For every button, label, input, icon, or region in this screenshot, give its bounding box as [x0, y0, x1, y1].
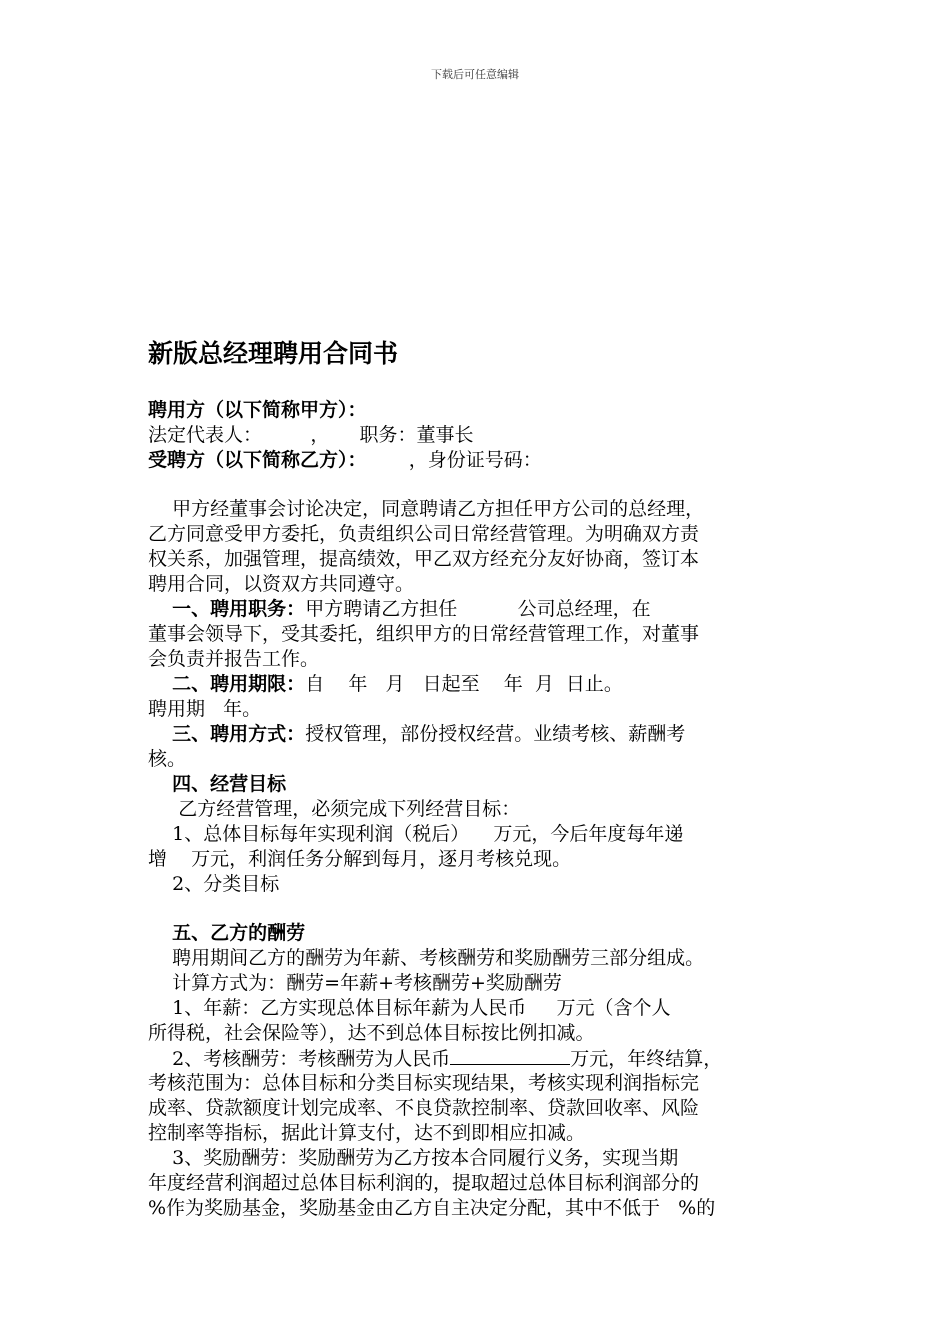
section-5-line: %作为奖励基金，奖励基金由乙方自主决定分配，其中不低于 %的: [148, 1197, 716, 1219]
party-b-label: 受聘方（以下简称乙方）：: [148, 449, 367, 471]
section-4-line: 2、分类目标: [148, 873, 280, 895]
section-3-line: [148, 722, 685, 747]
bonus-text-tail: 万元，年终结算，: [570, 1048, 723, 1070]
section-4-heading: 四、经营目标: [172, 773, 287, 795]
section-3-line: 核。: [148, 748, 187, 770]
section-3-heading: 三、聘用方式：: [172, 723, 306, 745]
party-a-label: 聘用方（以下简称甲方）：: [148, 399, 367, 421]
intro-line: 权关系，加强管理，提高绩效，甲乙双方经充分友好协商，签订本: [148, 548, 700, 570]
page-header: 下载后可任意编辑: [431, 68, 519, 81]
party-b-id-label: ，身份证号码：: [366, 449, 542, 471]
section-5-line: [148, 921, 305, 946]
intro-line: 甲方经董事会讨论决定，同意聘请乙方担任甲方公司的总经理，: [148, 498, 705, 520]
intro-line: 聘用合同，以资双方共同遵守。: [148, 573, 415, 595]
amount-blank: [450, 1046, 570, 1065]
intro-line: 乙方同意受甲方委托，负责组织公司日常经营管理。为明确双方责: [148, 523, 700, 545]
section-5-heading: 五、乙方的酬劳: [172, 922, 306, 944]
section-5-line: 聘用期间乙方的酬劳为年薪、考核酬劳和奖励酬劳三部分组成。: [148, 947, 705, 969]
section-5-line: 1、年薪：乙方实现总体目标年薪为人民币 万元（含个人: [148, 997, 671, 1019]
section-5-line: 年度经营利润超过总体目标利润的，提取超过总体目标利润部分的: [148, 1172, 700, 1194]
section-4-line: 1、总体目标每年实现利润（税后） 万元，今后年度每年递: [148, 823, 684, 845]
section-4-line: [148, 772, 286, 797]
section-2-text: 自 年 月 日起至 年 月 日止。: [305, 673, 623, 695]
section-1-line: 会负责并报告工作。: [148, 648, 320, 670]
section-3-text: 授权管理，部份授权经营。业绩考核、薪酬考: [305, 723, 686, 745]
section-1-heading: 一、聘用职务：: [172, 598, 306, 620]
party-b-line: [148, 448, 542, 473]
section-4-line: 增 万元，利润任务分解到每月，逐月考核兑现。: [148, 848, 572, 870]
section-5-line: 考核范围为：总体目标和分类目标实现结果，考核实现利润指标完: [148, 1072, 700, 1094]
section-2-line: [148, 672, 623, 697]
section-5-line: 所得税，社会保险等），达不到总体目标按比例扣减。: [148, 1022, 595, 1044]
section-2-line: 聘用期 年。: [148, 698, 262, 720]
bonus-text: 2、考核酬劳：考核酬劳为人民币: [148, 1048, 451, 1070]
section-5-line: 3、奖励酬劳：奖励酬劳为乙方按本合同履行义务，实现当期: [148, 1147, 679, 1169]
section-4-line: 乙方经营管理，必须完成下列经营目标：: [148, 798, 521, 820]
section-5-line: 控制率等指标，据此计算支付，达不到即相应扣减。: [148, 1122, 586, 1144]
section-5-line: 成率、贷款额度计划完成率、不良贷款控制率、贷款回收率、风险: [148, 1097, 700, 1119]
section-1-line: [148, 597, 651, 622]
section-1-text: 甲方聘请乙方担任 公司总经理，在: [305, 598, 651, 620]
section-5-line: [148, 1046, 722, 1072]
legal-representative-line: 法定代表人： ， 职务：董事长: [148, 424, 474, 446]
document-title: 新版总经理聘用合同书: [148, 339, 399, 368]
section-1-line: 董事会领导下，受其委托，组织甲方的日常经营管理工作，对董事: [148, 623, 700, 645]
section-2-heading: 二、聘用期限：: [172, 673, 306, 695]
section-5-line: 计算方式为：酬劳=年薪+考核酬劳+奖励酬劳: [148, 972, 562, 994]
